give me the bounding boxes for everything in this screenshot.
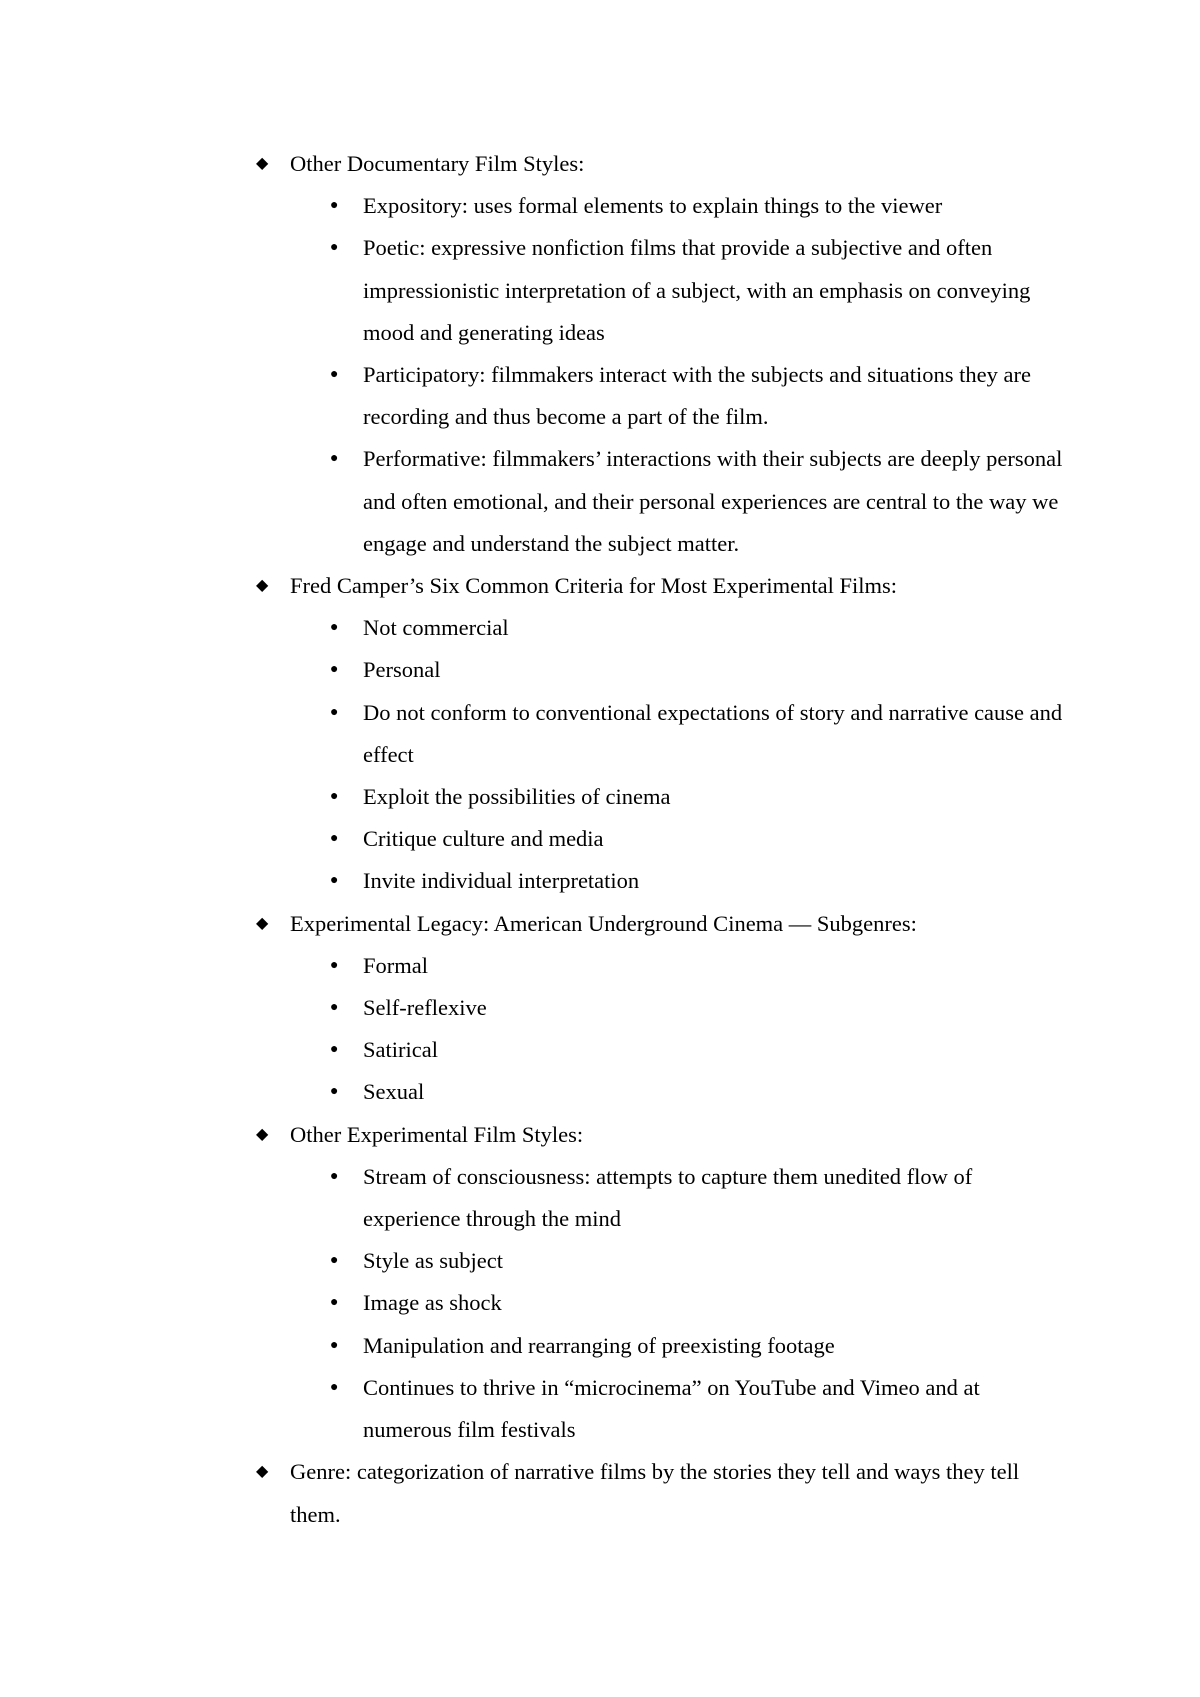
- document-body: [250, 143, 1070, 1536]
- diamond-bullet-icon: ◆: [256, 155, 269, 172]
- dot-bullet-icon: ●: [330, 1253, 339, 1269]
- list-item-text: Image as shock: [363, 1290, 502, 1316]
- list-item-text: Style as subject: [363, 1248, 503, 1274]
- list-item: [250, 1367, 1070, 1451]
- list-item: [250, 1282, 1070, 1324]
- list-item: [250, 987, 1070, 1029]
- list-item: [250, 776, 1070, 818]
- dot-bullet-icon: ●: [330, 198, 339, 214]
- list-item-text: Participatory: filmmakers interact with the subjects and situations they are recording and thus become a part of the film.: [363, 362, 1031, 430]
- section-heading: Other Experimental Film Styles:: [290, 1121, 584, 1147]
- dot-bullet-icon: ●: [330, 662, 339, 678]
- list-item-text: Manipulation and rearranging of preexisting footage: [363, 1332, 835, 1358]
- list-item-text: Self-reflexive: [363, 995, 487, 1021]
- dot-bullet-icon: ●: [330, 1379, 339, 1395]
- list-item: [250, 185, 1070, 227]
- dot-bullet-icon: ●: [330, 831, 339, 847]
- list-item-text: Satirical: [363, 1037, 438, 1063]
- list-item: [250, 607, 1070, 649]
- list-item: [250, 818, 1070, 860]
- dot-bullet-icon: ●: [330, 1000, 339, 1016]
- outline-section: [250, 565, 1070, 903]
- dot-bullet-icon: ●: [330, 1042, 339, 1058]
- diamond-bullet-icon: ◆: [256, 1463, 269, 1481]
- list-item: [250, 649, 1070, 691]
- list-item: [250, 692, 1070, 776]
- list-item: [250, 945, 1070, 987]
- list-item-text: Stream of consciousness: attempts to capture them unedited flow of experience through the mind: [363, 1163, 973, 1232]
- sub-list: [290, 945, 1070, 1114]
- section-heading: Experimental Legacy: American Underground Cinema — Subgenres:: [290, 910, 917, 936]
- sub-list: [290, 185, 1070, 565]
- list-item-text: Critique culture and media: [363, 826, 604, 852]
- list-item: [250, 1071, 1070, 1113]
- dot-bullet-icon: ●: [330, 1168, 339, 1184]
- dot-bullet-icon: ●: [330, 1295, 339, 1311]
- dot-bullet-icon: ●: [330, 1084, 339, 1100]
- section-heading: Fred Camper’s Six Common Criteria for Most Experimental Films:: [290, 573, 898, 599]
- list-item-text: Performative: filmmakers’ interactions with their subjects are deeply personal and often emotional, and their personal experiences are central to the way we engage and understand the subject matter.: [363, 446, 1063, 556]
- outline-section: [250, 903, 1070, 1114]
- list-item: [250, 860, 1070, 902]
- sub-list: [290, 1156, 1070, 1451]
- dot-bullet-icon: ●: [330, 957, 339, 973]
- dot-bullet-icon: ●: [330, 240, 339, 256]
- list-item-text: Invite individual interpretation: [363, 868, 640, 894]
- list-item-text: Poetic: expressive nonfiction films that provide a subjective and often impressionistic interpretation of a subject, with an emphasis on conveying mood and generating ideas: [363, 235, 1031, 345]
- dot-bullet-icon: ●: [330, 451, 339, 467]
- list-item-text: Not commercial: [363, 615, 509, 641]
- diamond-bullet-icon: ◆: [256, 577, 269, 595]
- list-item-text: Do not conform to conventional expectations of story and narrative cause and effect: [363, 699, 1063, 767]
- list-item-text: Continues to thrive in “microcinema” on YouTube and Vimeo and at numerous film festivals: [363, 1374, 980, 1443]
- dot-bullet-icon: ●: [330, 789, 339, 805]
- list-item: [250, 354, 1070, 438]
- section-heading: Other Documentary Film Styles:: [290, 151, 585, 176]
- list-item: [250, 1240, 1070, 1282]
- list-item-text: Exploit the possibilities of cinema: [363, 784, 671, 810]
- list-item: [250, 227, 1070, 354]
- list-item-text: Sexual: [363, 1079, 425, 1105]
- dot-bullet-icon: ●: [330, 704, 339, 720]
- list-item: [250, 438, 1070, 565]
- list-item-text: Personal: [363, 657, 441, 683]
- sub-list: [290, 607, 1070, 902]
- dot-bullet-icon: ●: [330, 1337, 339, 1353]
- outline-section: [250, 1114, 1070, 1452]
- dot-bullet-icon: ●: [330, 367, 339, 383]
- diamond-bullet-icon: ◆: [256, 1125, 269, 1143]
- dot-bullet-icon: ●: [330, 620, 339, 636]
- list-item: [250, 1029, 1070, 1071]
- outline-section: [250, 1451, 1070, 1535]
- list-item-text: Formal: [363, 952, 428, 978]
- section-heading: Genre: categorization of narrative films by the stories they tell and ways they tell them.: [290, 1459, 1020, 1527]
- outline-section: [250, 143, 1070, 565]
- list-item: [250, 1325, 1070, 1367]
- dot-bullet-icon: ●: [330, 873, 339, 889]
- list-item: [250, 1156, 1070, 1240]
- list-item-text: Expository: uses formal elements to explain things to the viewer: [363, 193, 943, 219]
- outline-list: [250, 143, 1070, 1536]
- diamond-bullet-icon: ◆: [256, 914, 269, 932]
